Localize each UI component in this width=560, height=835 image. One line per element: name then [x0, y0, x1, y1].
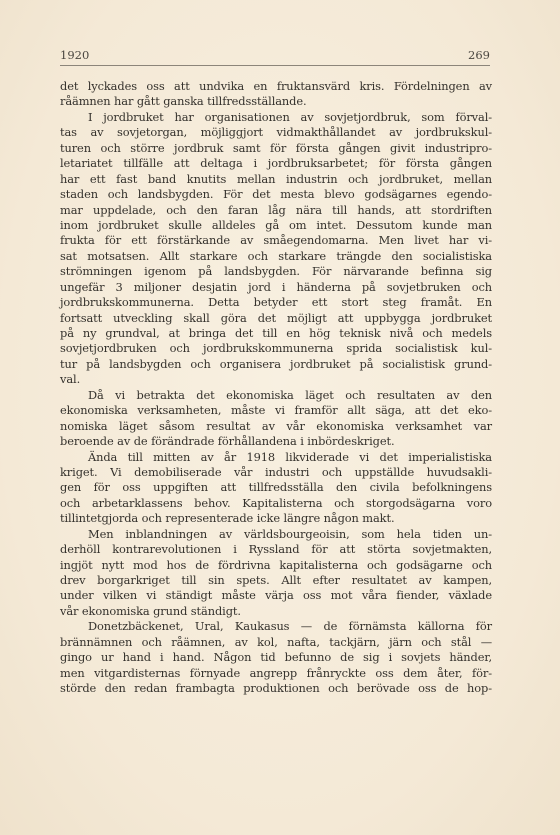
text-line: letariatet tillfälle att deltaga i jordbruksarbetet; för första gången [60, 156, 492, 171]
text-line: drev borgarkriget till sin spets. Allt efter resultatet av kampen, [60, 573, 492, 587]
body-text [60, 79, 492, 697]
text-line: gen för oss uppgiften att tillfredsställa den civila befolkningens [60, 480, 492, 495]
text-line: turen och större jordbruk samt för första gången givit industripro- [60, 140, 492, 155]
text-line: tur på landsbygden och organisera jordbruket på socialistisk grund- [60, 356, 492, 371]
text-line: val. [60, 372, 81, 387]
text-line: mar uppdelade, och den faran låg nära till hands, att stordriften [60, 202, 492, 217]
text-line: har ett fast band knutits mellan industrin och jordbruket, mellan [60, 171, 492, 186]
text-line: men vitgardisternas förnyade angrepp frånryckte oss dem åter, för- [60, 665, 492, 680]
text-line: fortsatt utveckling skall göra det möjligt att uppbygga jordbruket [60, 310, 492, 325]
text-line: I jordbruket har organisationen av sovjetjordbruk, som förval- [88, 109, 492, 124]
text-line: ekonomiska verksamheten, måste vi framför allt säga, att det eko- [60, 403, 492, 418]
text-line: det lyckades oss att undvika en fruktansvärd kris. Fördelningen av [60, 79, 492, 93]
text-line: ingjöt nytt mod hos de fördrivna kapitalisterna och godsägarne och [60, 557, 492, 572]
running-header [60, 48, 490, 62]
text-line: kriget. Vi demobiliserade vår industri och uppställde huvudsakli- [60, 464, 492, 479]
header-rule [60, 65, 490, 66]
text-line: Donetzbäckenet, Ural, Kaukasus — de förnämsta källorna för [88, 619, 492, 634]
text-line: Ända till mitten av år 1918 likviderade vi det imperialistiska [88, 449, 492, 464]
text-line: störde den redan frambagta produktionen och berövade oss de hop- [60, 681, 492, 696]
text-line: sat motsatsen. Allt starkare och starkare trängde den socialistiska [60, 248, 492, 263]
text-line: på ny grundval, at bringa det till en hög teknisk nivå och medels [60, 326, 492, 340]
text-line: tillintetgjorda och representerade icke längre någon makt. [60, 511, 395, 526]
text-line: derhöll kontrarevolutionen i Ryssland för att störta sovjetmakten, [60, 542, 492, 557]
text-line: sovjetjordbruken och jordbrukskommunerna sprida socialistisk kul- [60, 341, 492, 356]
text-line: frukta för ett förstärkande av småegendomarna. Men livet har vi- [60, 233, 492, 248]
text-line: tas av sovjetorgan, möjliggjort vidmakthållandet av jordbrukskul- [60, 125, 492, 140]
text-line: Då vi betrakta det ekonomiska läget och resultaten av den [88, 387, 492, 402]
text-line: strömningen igenom på landsbygden. För närvarande befinna sig [60, 264, 492, 279]
text-line: nomiska läget såsom resultat av vår ekonomiska verksamhet var [60, 418, 492, 433]
text-line: staden och landsbygden. För det mesta blevo godsägarnes egendo- [60, 187, 492, 202]
text-line: och arbetarklassens behov. Kapitalisterna och storgodsägarna voro [60, 495, 492, 510]
text-line: brännämnen och råämnen, av kol, nafta, tackjärn, järn och stål — [60, 634, 492, 649]
header-year: 1920 [60, 48, 90, 62]
text-line: jordbrukskommunerna. Detta betyder ett stort steg framåt. En [60, 295, 492, 310]
page-number: 269 [468, 48, 490, 62]
text-line: vår ekonomiska grund ständigt. [60, 603, 241, 618]
text-line: råämnen har gått ganska tillfredsställande. [60, 94, 307, 109]
text-line: inom jordbruket skulle alldeles gå om intet. Dessutom kunde man [60, 217, 492, 232]
text-line: gingo ur hand i hand. Någon tid befunno de sig i sovjets händer, [60, 650, 492, 665]
text-line: beroende av de förändrade förhållandena i inbördeskriget. [60, 434, 395, 449]
text-line: Men inblandningen av världsbourgeoisin, som hela tiden un- [88, 526, 492, 541]
text-line: ungefär 3 miljoner desjatin jord i händerna på sovjetbruken och [60, 279, 492, 294]
text-line: under vilken vi ständigt måste värja oss mot våra fiender, växlade [60, 588, 492, 603]
